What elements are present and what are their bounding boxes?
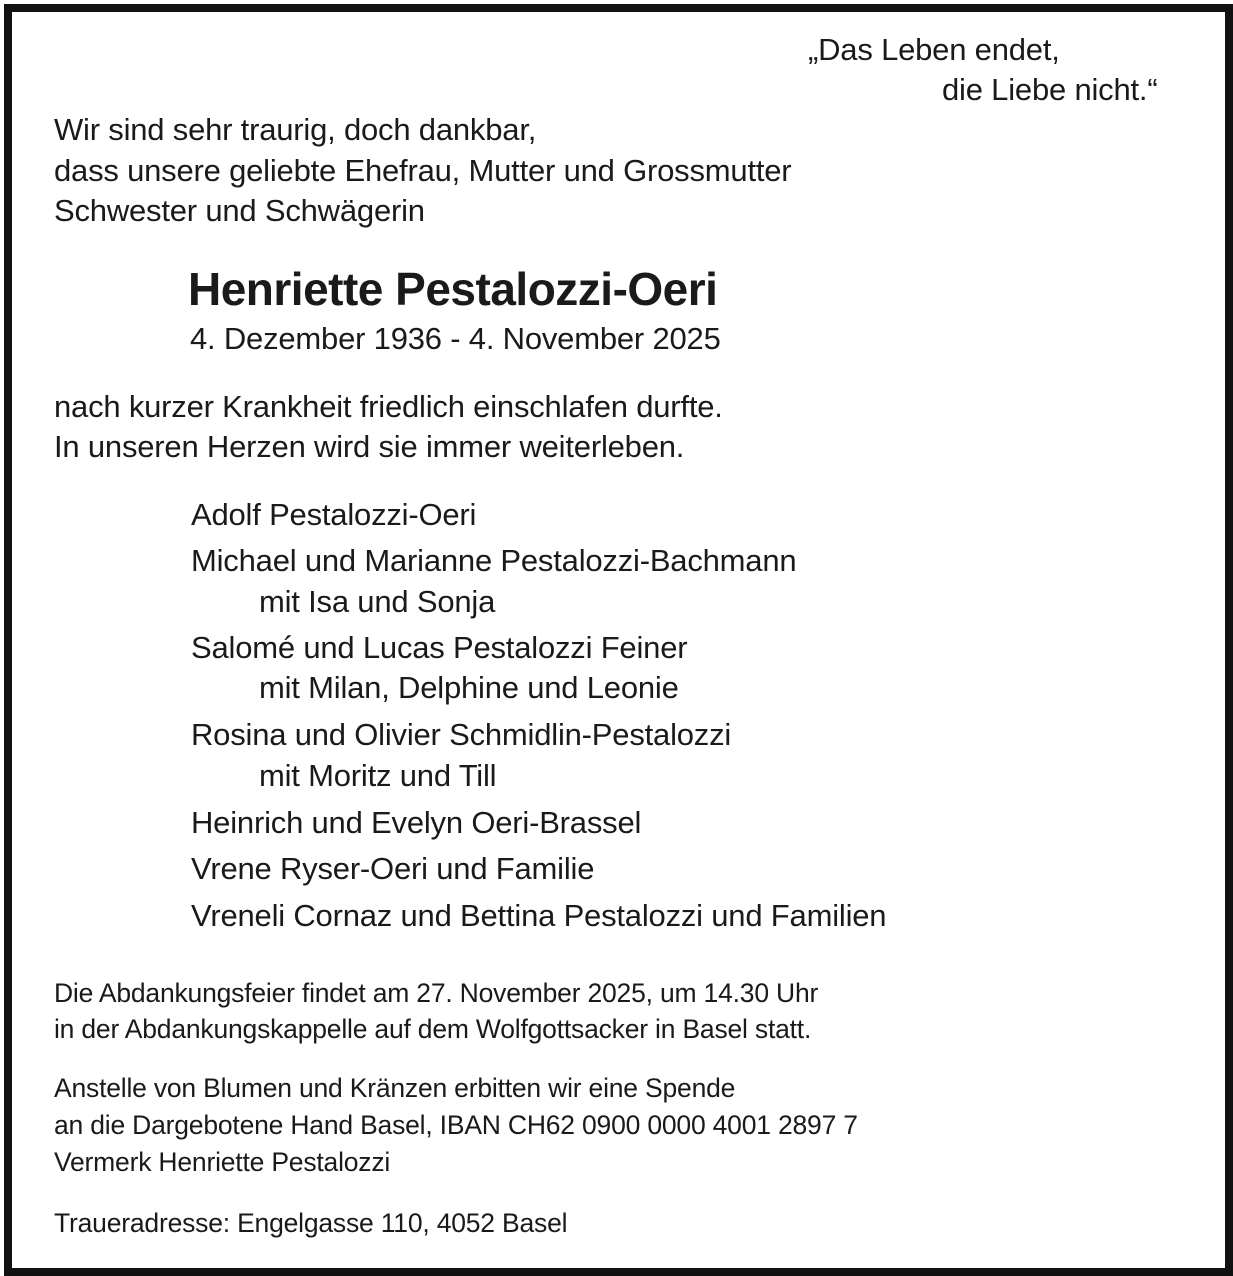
mourning-address: Traueradresse: Engelgasse 110, 4052 Basel <box>54 1208 568 1238</box>
mourner-6: Vrene Ryser-Oeri und Familie <box>191 851 595 886</box>
quote-line-2: die Liebe nicht.“ <box>942 72 1158 107</box>
donation-line-1: Anstelle von Blumen und Kränzen erbitten wir eine Spende <box>54 1073 736 1103</box>
deceased-name: Henriette Pestalozzi-Oeri <box>188 263 718 315</box>
deceased-dates: 4. Dezember 1936 - 4. November 2025 <box>190 321 721 356</box>
donation-line-3: Vermerk Henriette Pestalozzi <box>54 1147 391 1177</box>
mourner-4-children: mit Moritz und Till <box>259 758 497 793</box>
mourner-1: Adolf Pestalozzi-Oeri <box>191 497 477 532</box>
mourner-3-children: mit Milan, Delphine und Leonie <box>259 670 679 705</box>
intro-line-1: Wir sind sehr traurig, doch dankbar, <box>54 112 537 147</box>
quote-line-1: „Das Leben endet, <box>808 32 1060 67</box>
message-line-2: In unseren Herzen wird sie immer weiterleben. <box>54 429 685 464</box>
mourner-2: Michael und Marianne Pestalozzi-Bachmann <box>191 543 797 578</box>
message-line-1: nach kurzer Krankheit friedlich einschlafen durfte. <box>54 389 723 424</box>
intro-line-3: Schwester und Schwägerin <box>54 193 425 228</box>
mourner-7: Vreneli Cornaz und Bettina Pestalozzi und Familien <box>191 898 887 933</box>
intro-line-2: dass unsere geliebte Ehefrau, Mutter und Grossmutter <box>54 153 792 188</box>
ceremony-line-2: in der Abdankungskappelle auf dem Wolfgottsacker in Basel statt. <box>54 1014 812 1044</box>
ceremony-line-1: Die Abdankungsfeier findet am 27. November 2025, um 14.30 Uhr <box>54 978 819 1008</box>
donation-line-2: an die Dargebotene Hand Basel, IBAN CH62 0900 0000 4001 2897 7 <box>54 1110 858 1140</box>
mourner-5: Heinrich und Evelyn Oeri-Brassel <box>191 805 642 840</box>
mourner-4: Rosina und Olivier Schmidlin-Pestalozzi <box>191 717 732 752</box>
mourner-2-children: mit Isa und Sonja <box>259 584 496 619</box>
mourner-3: Salomé und Lucas Pestalozzi Feiner <box>191 630 688 665</box>
